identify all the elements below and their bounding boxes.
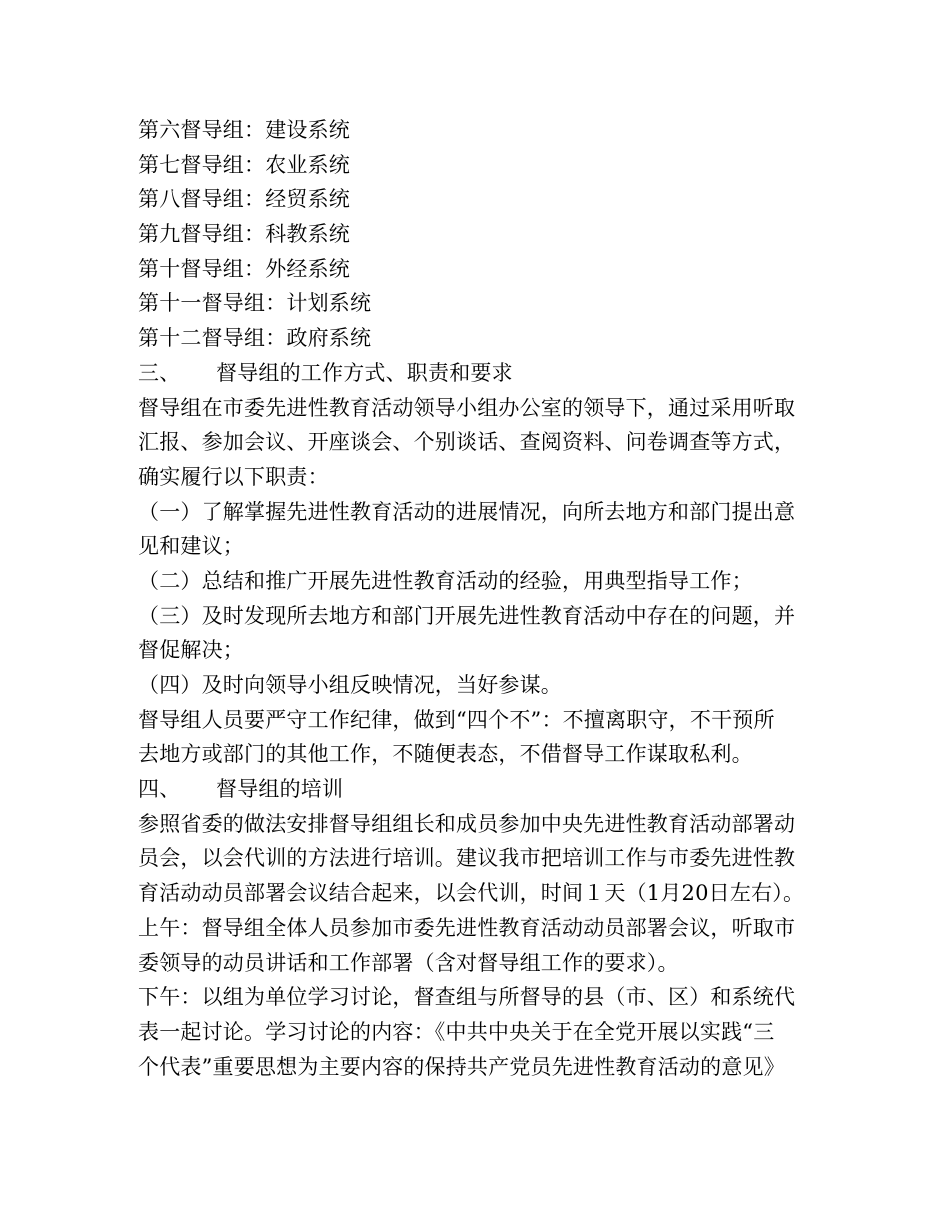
section-3-number: 三、 — [138, 360, 181, 385]
paragraph-line: 督导组在市委先进性教育活动领导小组办公室的领导下，通过采用听取 — [138, 395, 796, 420]
group-line: 第十一督导组：计划系统 — [138, 291, 372, 316]
section-3-heading — [138, 356, 818, 391]
paragraph-line: 育活动动员部署会议结合起来，以会代训，时间１天（1月20日左右）。 — [138, 881, 805, 906]
duty-line: 督促解决； — [138, 638, 244, 663]
section-3-title: 督导组的工作方式、职责和要求 — [216, 360, 513, 385]
duty-line: （三）及时发现所去地方和部门开展先进性教育活动中存在的问题，并 — [138, 603, 796, 628]
paragraph-line: 员会，以会代训的方法进行培训。建议我市把培训工作与市委先进性教 — [138, 846, 796, 871]
paragraph-line: 确实履行以下职责： — [138, 464, 329, 489]
document-body — [138, 113, 818, 1084]
paragraph-line: 督导组人员要严守工作纪律，做到“四个不”：不擅离职守，不干预所 — [138, 707, 775, 732]
duty-line: 见和建议； — [138, 534, 244, 559]
paragraph-line: 参照省委的做法安排督导组组长和成员参加中央先进性教育活动部署动 — [138, 811, 796, 836]
group-line: 第八督导组：经贸系统 — [138, 187, 350, 212]
duty-line: （四）及时向领导小组反映情况，当好参谋。 — [138, 673, 562, 697]
section-4-heading — [138, 772, 818, 807]
section-4-title: 督导组的培训 — [216, 777, 344, 802]
duty-line: （二）总结和推广开展先进性教育活动的经验，用典型指导工作； — [138, 568, 753, 593]
group-line: 第九督导组：科教系统 — [138, 222, 350, 247]
group-line: 第六督导组：建设系统 — [138, 118, 350, 142]
duty-line: （一）了解掌握先进性教育活动的进展情况，向所去地方和部门提出意 — [138, 499, 796, 524]
paragraph-line: 下午：以组为单位学习讨论，督查组与所督导的县（市、区）和系统代 — [138, 985, 796, 1010]
group-line: 第十二督导组：政府系统 — [138, 326, 372, 351]
group-line: 第十督导组：外经系统 — [138, 256, 350, 281]
section-4-number: 四、 — [138, 777, 181, 802]
group-line: 第七督导组：农业系统 — [138, 152, 350, 177]
paragraph-line: 委领导的动员讲话和工作部署（含对督导组工作的要求）。 — [138, 950, 679, 975]
paragraph-line: 个代表”重要思想为主要内容的保持共产党员先进性教育活动的意见》 — [138, 1054, 785, 1079]
paragraph-line: 汇报、参加会议、开座谈会、个别谈话、查阅资料、问卷调查等方式， — [138, 430, 796, 455]
paragraph-line: 表一起讨论。学习讨论的内容：《中共中央关于在全党开展以实践“三 — [138, 1019, 775, 1044]
paragraph-line: 去地方或部门的其他工作，不随便表态，不借督导工作谋取私利。 — [138, 742, 753, 767]
paragraph-line: 上午：督导组全体人员参加市委先进性教育活动动员部署会议，听取市 — [138, 915, 796, 940]
